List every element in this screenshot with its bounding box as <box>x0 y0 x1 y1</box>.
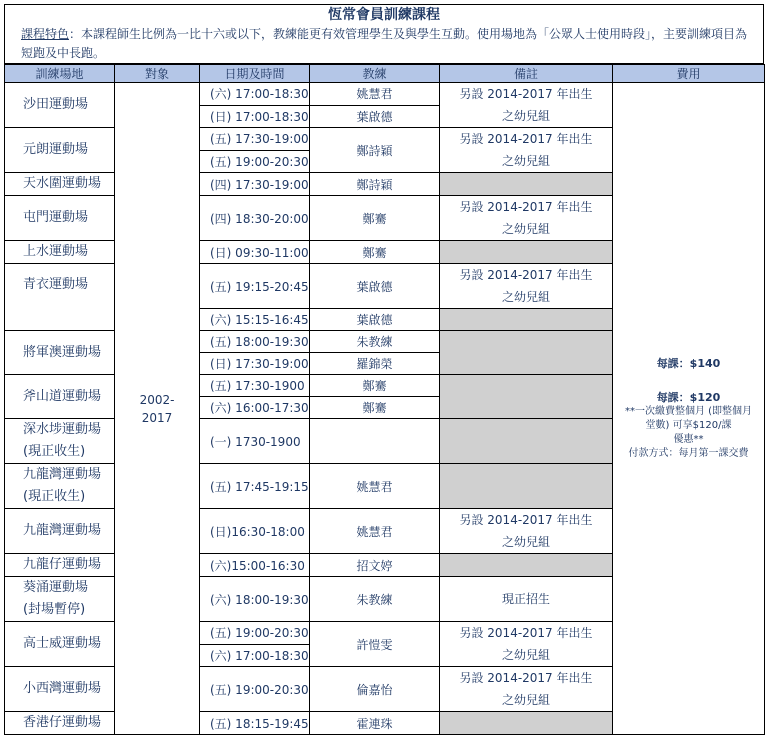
fee-note-3: 優惠** <box>673 433 704 445</box>
time-cell: (五) 19:00-20:30 <box>200 150 310 173</box>
schedule-table <box>4 64 765 735</box>
note-cell: 另設 2014-2017 年出生 之幼兒組 <box>440 509 613 554</box>
table-row <box>5 83 765 106</box>
coach-cell: 倫嘉怡 <box>310 667 440 712</box>
time-cell: (五) 17:45-19:15 <box>200 464 310 509</box>
coach-cell: 鄭詩穎 <box>310 173 440 196</box>
coach-cell: 姚慧君 <box>310 464 440 509</box>
time-cell: (五) 19:15-20:45 <box>200 264 310 309</box>
venue-cell: 上水運動場 <box>5 241 115 264</box>
note-cell: 另設 2014-2017 年出生 之幼兒組 <box>440 196 613 241</box>
time-cell: (四) 18:30-20:00 <box>200 196 310 241</box>
page-title: 恆常會員訓練課程 <box>4 4 764 24</box>
note-cell: 另設 2014-2017 年出生 之幼兒組 <box>440 128 613 173</box>
time-cell: (六) 15:15-16:45 <box>200 309 310 331</box>
note-cell: 另設 2014-2017 年出生 之幼兒組 <box>440 264 613 309</box>
intro-lead: 課程特色 <box>21 27 70 41</box>
coach-cell: 姚慧君 <box>310 509 440 554</box>
time-cell: (六) 17:00-18:30 <box>200 83 310 106</box>
document <box>4 4 764 735</box>
fee-monthly: 每課：$120 <box>656 390 721 404</box>
header-note: 備註 <box>440 65 613 83</box>
coach-cell: 葉啟德 <box>310 105 440 128</box>
venue-cell: 元朗運動場 <box>5 128 115 173</box>
coach-cell-empty <box>310 419 440 464</box>
venue-cell: 青衣運動場 <box>5 264 115 331</box>
header-fee: 費用 <box>613 65 765 83</box>
intro-text: ：本課程師生比例為一比十六或以下，教練能更有效管理學生及與學生互動。使用場地為「公眾人士使用時段」，主要訓練項目為短跑及中長跑。 <box>21 27 748 60</box>
coach-cell: 葉啟德 <box>310 309 440 331</box>
header-datetime: 日期及時間 <box>200 65 310 83</box>
coach-cell: 朱教練 <box>310 577 440 622</box>
note-cell: 另設 2014-2017 年出生 之幼兒組 <box>440 667 613 712</box>
venue-cell: 九龍灣運動場 <box>5 509 115 554</box>
note-cell-empty <box>440 712 613 735</box>
coach-cell: 鄭騫 <box>310 375 440 397</box>
venue-cell: 沙田運動場 <box>5 83 115 128</box>
time-cell: (六) 16:00-17:30 <box>200 397 310 419</box>
time-cell: (六) 17:00-18:30 <box>200 644 310 667</box>
coach-cell: 鄭騫 <box>310 241 440 264</box>
note-cell-empty <box>440 554 613 577</box>
note-cell-empty <box>440 375 613 419</box>
note-cell-empty <box>440 173 613 196</box>
time-cell: (日) 17:30-19:00 <box>200 353 310 375</box>
time-cell: (四) 17:30-19:00 <box>200 173 310 196</box>
time-cell: (五) 18:15-19:45 <box>200 712 310 735</box>
target-cell: 2002- 2017 <box>115 83 200 735</box>
venue-cell: 將軍澳運動場 <box>5 331 115 375</box>
note-cell: 現正招生 <box>440 577 613 622</box>
note-cell-empty <box>440 464 613 509</box>
coach-cell: 姚慧君 <box>310 83 440 106</box>
note-cell-empty <box>440 241 613 264</box>
note-cell: 另設 2014-2017 年出生 之幼兒組 <box>440 83 613 128</box>
header-target: 對象 <box>115 65 200 83</box>
time-cell: (六) 18:00-19:30 <box>200 577 310 622</box>
coach-cell: 招文婷 <box>310 554 440 577</box>
coach-cell: 朱教練 <box>310 331 440 353</box>
header-venue: 訓練場地 <box>5 65 115 83</box>
note-cell-empty <box>440 331 613 375</box>
course-intro <box>4 24 764 64</box>
time-cell: (一) 1730-1900 <box>200 419 310 464</box>
coach-cell: 葉啟德 <box>310 264 440 309</box>
coach-cell: 鄭騫 <box>310 196 440 241</box>
note-cell-empty <box>440 309 613 331</box>
coach-cell: 霍連珠 <box>310 712 440 735</box>
venue-cell: 深水埗運動場 (現正收生) <box>5 419 115 464</box>
fee-per-class: 每課：$140 <box>656 356 721 370</box>
venue-cell: 小西灣運動場 <box>5 667 115 712</box>
time-cell: (五) 19:00-20:30 <box>200 667 310 712</box>
header-row <box>5 65 765 83</box>
venue-cell: 天水圍運動場 <box>5 173 115 196</box>
venue-cell: 九龍灣運動場 (現正收生) <box>5 464 115 509</box>
coach-cell: 鄭騫 <box>310 397 440 419</box>
fee-note-1: **一次繳費整個月 (即整個月 <box>624 405 753 417</box>
venue-cell: 九龍仔運動場 <box>5 554 115 577</box>
time-cell: (五) 19:00-20:30 <box>200 622 310 645</box>
venue-cell: 斧山道運動場 <box>5 375 115 419</box>
fee-payment: 付款方式：每月第一課交費 <box>628 447 749 459</box>
time-cell: (六)15:00-16:30 <box>200 554 310 577</box>
fee-note-2: 堂數) 可享$120/課 <box>645 419 732 431</box>
note-cell-empty <box>440 419 613 464</box>
coach-cell: 鄭詩穎 <box>310 128 440 173</box>
venue-cell: 屯門運動場 <box>5 196 115 241</box>
time-cell: (五) 18:00-19:30 <box>200 331 310 353</box>
time-cell: (五) 17:30-19:00 <box>200 128 310 151</box>
header-coach: 教練 <box>310 65 440 83</box>
coach-cell: 羅錦榮 <box>310 353 440 375</box>
coach-cell: 許愷雯 <box>310 622 440 667</box>
time-cell: (日)16:30-18:00 <box>200 509 310 554</box>
venue-cell: 香港仔運動場 <box>5 712 115 735</box>
venue-cell: 高士威運動場 <box>5 622 115 667</box>
note-cell: 另設 2014-2017 年出生 之幼兒組 <box>440 622 613 667</box>
time-cell: (日) 17:00-18:30 <box>200 105 310 128</box>
venue-cell: 葵涌運動場 (封場暫停) <box>5 577 115 622</box>
time-cell: (五) 17:30-1900 <box>200 375 310 397</box>
time-cell: (日) 09:30-11:00 <box>200 241 310 264</box>
fee-cell <box>613 83 765 735</box>
